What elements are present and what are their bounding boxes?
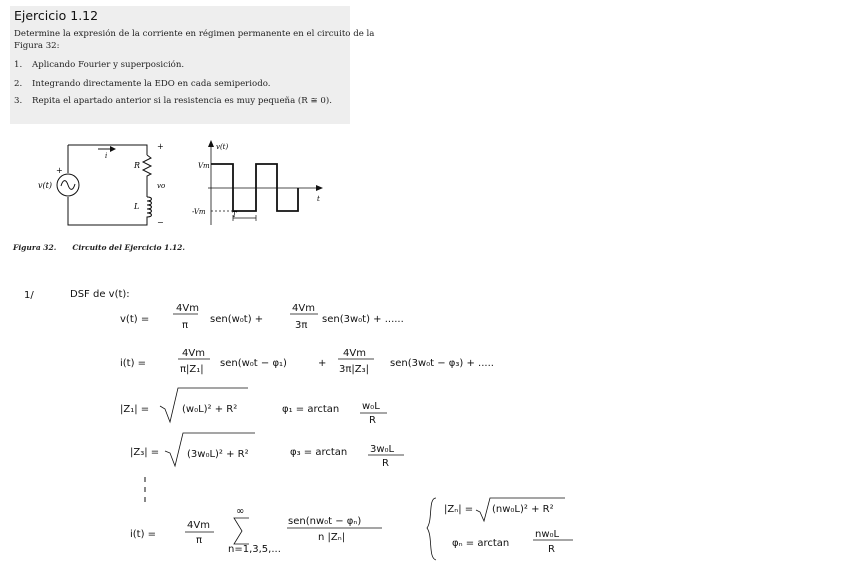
eq-z3-lhs: |Z₃| = [130, 447, 160, 458]
figure-number: Figura 32. [13, 243, 57, 252]
minus-right: − [157, 218, 164, 227]
eq-sum-sup: ∞ [236, 506, 245, 517]
plus-left: + [56, 166, 63, 175]
eq-v-c2-num: 4Vm [292, 303, 315, 314]
eq-sum-sub: n=1,3,5,... [228, 544, 281, 555]
item-number: 3. [14, 96, 23, 106]
eq-sum-c-num: 4Vm [187, 520, 210, 531]
item-number: 1. [14, 60, 23, 70]
eq-i-plus: + [318, 358, 327, 369]
vo-label: vo [157, 182, 166, 190]
eq-z1-den: R [369, 415, 376, 426]
eq-v-t1: sen(w₀t) + [210, 314, 264, 325]
exercise-statement-line2: Figura 32: [14, 41, 60, 51]
eq-z1-num: w₀L [362, 401, 380, 412]
eq-sum-c-den: π [196, 535, 203, 546]
eq-sum-lhs: i(t) = [130, 529, 157, 540]
eq-v-c2-den: 3π [295, 320, 308, 331]
resistor-label: R [134, 161, 141, 170]
eq-z1-rad: (w₀L)² + R² [182, 404, 238, 415]
eq-z3-den: R [382, 458, 389, 469]
circuit-diagram [30, 135, 180, 235]
eq-i-lhs: i(t) = [120, 358, 147, 369]
period-label: T [232, 211, 237, 219]
waveform-ylabel: v(t) [216, 143, 229, 151]
square-wave-plot [190, 135, 330, 230]
exercise-statement-line1: Determine la expresión de la corriente en régimen permanente en el circuito de la [14, 29, 375, 39]
neg-vm-label: -Vm [192, 208, 206, 216]
eq-z1-lhs: |Z₁| = [120, 404, 150, 415]
exercise-item-2 [14, 79, 270, 89]
exercise-item-1 [14, 60, 184, 70]
item-text: Integrando directamente la EDO en cada semiperiodo. [32, 79, 271, 89]
eq-sum-num: sen(nw₀t − φₙ) [288, 516, 362, 527]
current-label: i [105, 152, 108, 160]
eq-z3-phi: φ₃ = arctan [290, 447, 348, 458]
eq-i-c2-num: 4Vm [343, 348, 366, 359]
eq-i-c2-den: 3π|Z₃| [339, 364, 369, 375]
inductor-label: L [134, 202, 140, 211]
eq-sum-den: n |Zₙ| [318, 532, 346, 543]
source-label: v(t) [38, 181, 52, 190]
figure-caption [13, 243, 185, 252]
item-text: Aplicando Fourier y superposición. [32, 60, 185, 70]
eq-z3-rad: (3w₀L)² + R² [187, 449, 249, 460]
side-den: R [548, 544, 555, 555]
eq-i-c1-den: π|Z₁| [180, 364, 204, 375]
item-text: Repita el apartado anterior si la resistencia es muy pequeña (R ≅ 0). [32, 96, 332, 106]
eq-i-t1: sen(w₀t − φ₁) [220, 358, 287, 369]
side-num: nw₀L [535, 529, 560, 540]
eq-i-c1-num: 4Vm [182, 348, 205, 359]
eq-i-t2: sen(3w₀t − φ₃) + ..... [390, 358, 494, 369]
eq-z3-num: 3w₀L [370, 444, 395, 455]
side-zn-lhs: |Zₙ| = [444, 504, 474, 515]
waveform-xlabel: t [317, 195, 320, 203]
handwritten-solution [0, 270, 848, 566]
exercise-title: Ejercicio 1.12 [14, 8, 99, 23]
eq-v-c1-den: π [182, 320, 189, 331]
side-phin: φₙ = arctan [452, 538, 510, 549]
exercise-item-3 [14, 96, 332, 106]
hw-step-label: 1/ [24, 290, 34, 301]
figure-caption-text: Circuito del Ejercicio 1.12. [72, 243, 186, 252]
item-number: 2. [14, 79, 23, 89]
eq-v-lhs: v(t) = [120, 314, 150, 325]
eq-v-c1-num: 4Vm [176, 303, 199, 314]
hw-heading: DSF de v(t): [70, 289, 130, 300]
plus-right: + [157, 142, 164, 151]
eq-z1-phi: φ₁ = arctan [282, 404, 340, 415]
vm-label: Vm [198, 162, 210, 170]
eq-v-t2: sen(3w₀t) + ...... [322, 314, 404, 325]
side-zn-rad: (nw₀L)² + R² [492, 504, 554, 515]
